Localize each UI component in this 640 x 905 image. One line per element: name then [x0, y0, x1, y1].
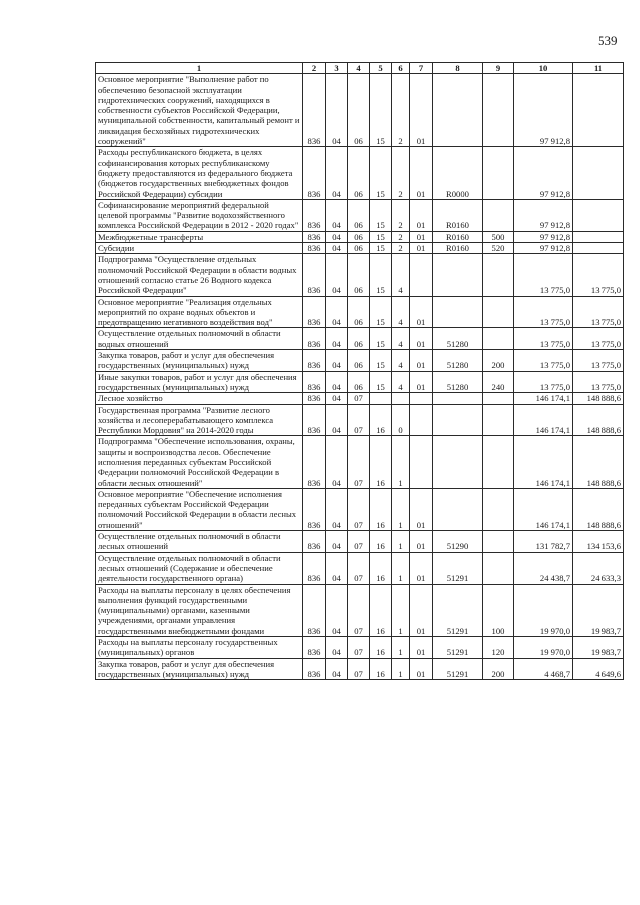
table-cell-program: 15: [370, 199, 392, 231]
table-cell-program: 16: [370, 436, 392, 488]
table-cell-program: 15: [370, 243, 392, 254]
table-cell-program: 16: [370, 404, 392, 436]
table-cell-subsection: 06: [348, 328, 370, 350]
table-cell-description: Иные закупки товаров, работ и услуг для обеспечения государственных (муниципальных) нужд: [96, 371, 303, 393]
column-header: 10: [514, 63, 573, 74]
table-cell-event: [410, 254, 433, 296]
table-cell-expense-type: 200: [483, 658, 514, 680]
table-cell-amount-year-1: 146 174,1: [514, 393, 573, 404]
table-cell-event: 01: [410, 552, 433, 584]
table-cell-subprogram: 1: [392, 531, 410, 553]
table-row: [96, 199, 624, 231]
table-cell-section: 04: [326, 584, 348, 636]
table-cell-subsection: 06: [348, 74, 370, 147]
table-cell-direction: R0000: [433, 147, 483, 199]
table-cell-expense-type: [483, 296, 514, 328]
table-cell-event: [410, 393, 433, 404]
table-cell-ministry: 836: [303, 328, 326, 350]
table-cell-ministry: 836: [303, 74, 326, 147]
table-row: [96, 74, 624, 147]
table-cell-section: 04: [326, 296, 348, 328]
table-cell-description: Субсидии: [96, 243, 303, 254]
table-cell-expense-type: [483, 254, 514, 296]
table-cell-amount-year-2: 19 983,7: [573, 637, 624, 659]
table-cell-direction: 51291: [433, 552, 483, 584]
table-cell-description: Расходы на выплаты персоналу государственных (муниципальных) органов: [96, 637, 303, 659]
table-cell-expense-type: [483, 404, 514, 436]
table-cell-subprogram: 0: [392, 404, 410, 436]
table-cell-ministry: 836: [303, 296, 326, 328]
table-row: [96, 404, 624, 436]
table-cell-amount-year-2: 148 888,6: [573, 393, 624, 404]
table-cell-subprogram: 1: [392, 637, 410, 659]
table-cell-event: 01: [410, 296, 433, 328]
table-cell-amount-year-1: 131 782,7: [514, 531, 573, 553]
table-cell-description: Расходы на выплаты персоналу в целях обеспечения выполнения функций государственными (муниципальными) органами, казенными учреждениями, органами управления государственными внебюджетными фондами: [96, 584, 303, 636]
table-cell-description: Осуществление отдельных полномочий в области лесных отношений: [96, 531, 303, 553]
table-cell-program: 15: [370, 147, 392, 199]
table-cell-amount-year-1: 13 775,0: [514, 296, 573, 328]
table-cell-expense-type: [483, 393, 514, 404]
table-cell-expense-type: [483, 488, 514, 530]
table-cell-description: Основное мероприятие "Реализация отдельных мероприятий по охране водных объектов и предотвращению негативного воздействия вод": [96, 296, 303, 328]
table-cell-ministry: 836: [303, 243, 326, 254]
table-cell-program: [370, 393, 392, 404]
table-cell-amount-year-2: 148 888,6: [573, 488, 624, 530]
table-cell-section: 04: [326, 404, 348, 436]
table-cell-description: Закупка товаров, работ и услуг для обеспечения государственных (муниципальных) нужд: [96, 350, 303, 372]
table-cell-event: 01: [410, 147, 433, 199]
table-row: [96, 531, 624, 553]
table-cell-amount-year-1: 146 174,1: [514, 404, 573, 436]
table-cell-ministry: 836: [303, 404, 326, 436]
table-cell-amount-year-1: 97 912,8: [514, 199, 573, 231]
table-cell-direction: [433, 74, 483, 147]
table-cell-subsection: 07: [348, 404, 370, 436]
table-cell-expense-type: 120: [483, 637, 514, 659]
table-cell-expense-type: 520: [483, 243, 514, 254]
table-cell-amount-year-2: 24 633,3: [573, 552, 624, 584]
table-cell-event: 01: [410, 658, 433, 680]
table-cell-subprogram: 4: [392, 328, 410, 350]
column-header: 2: [303, 63, 326, 74]
table-cell-subprogram: 1: [392, 552, 410, 584]
table-cell-amount-year-1: 19 970,0: [514, 637, 573, 659]
table-cell-section: 04: [326, 350, 348, 372]
table-cell-program: 15: [370, 74, 392, 147]
table-cell-subsection: 07: [348, 584, 370, 636]
table-cell-program: 16: [370, 488, 392, 530]
table-cell-amount-year-2: 13 775,0: [573, 328, 624, 350]
table-cell-program: 16: [370, 584, 392, 636]
table-row: [96, 436, 624, 488]
page-number: 539: [598, 33, 618, 48]
table-cell-amount-year-2: 4 649,6: [573, 658, 624, 680]
table-cell-event: 01: [410, 371, 433, 393]
column-header: 4: [348, 63, 370, 74]
table-cell-expense-type: [483, 436, 514, 488]
table-cell-subprogram: 2: [392, 243, 410, 254]
table-cell-description: Основное мероприятие "Выполнение работ по обеспечению безопасной эксплуатации гидротехнических сооружений, находящихся в собственности субъектов Российской Федерации, муниципальной собственности, капитальный ремонт и ликвидация бесхозяйных гидротехнических сооружений": [96, 74, 303, 147]
table-cell-event: 01: [410, 350, 433, 372]
table-cell-amount-year-1: 19 970,0: [514, 584, 573, 636]
table-cell-amount-year-1: 13 775,0: [514, 328, 573, 350]
table-cell-subprogram: 4: [392, 296, 410, 328]
table-row: [96, 147, 624, 199]
table-cell-section: 04: [326, 328, 348, 350]
table-cell-subprogram: 2: [392, 199, 410, 231]
table-cell-subsection: 06: [348, 254, 370, 296]
table-cell-amount-year-2: 148 888,6: [573, 436, 624, 488]
table-cell-amount-year-2: 19 983,7: [573, 584, 624, 636]
table-cell-ministry: 836: [303, 531, 326, 553]
table-cell-direction: 51291: [433, 658, 483, 680]
table-cell-amount-year-2: [573, 243, 624, 254]
table-cell-subsection: 07: [348, 436, 370, 488]
table-cell-program: 15: [370, 371, 392, 393]
table-cell-section: 04: [326, 637, 348, 659]
table-row: [96, 658, 624, 680]
table-cell-amount-year-1: 97 912,8: [514, 231, 573, 242]
table-cell-expense-type: [483, 147, 514, 199]
table-cell-description: Основное мероприятие "Обеспечение исполнения переданных субъектам Российской Федерации полномочий Российской Федерации в области лесных отношений": [96, 488, 303, 530]
table-cell-program: 15: [370, 296, 392, 328]
table-cell-ministry: 836: [303, 637, 326, 659]
table-header-row: [96, 63, 624, 74]
table-cell-amount-year-1: 97 912,8: [514, 147, 573, 199]
table-cell-expense-type: 100: [483, 584, 514, 636]
table-cell-subprogram: 4: [392, 350, 410, 372]
table-cell-expense-type: [483, 74, 514, 147]
table-cell-ministry: 836: [303, 436, 326, 488]
table-cell-section: 04: [326, 371, 348, 393]
table-cell-description: Государственная программа "Развитие лесного хозяйства и лесоперерабатывающего комплекса Республики Мордовия" на 2014-2020 годы: [96, 404, 303, 436]
table-cell-expense-type: 500: [483, 231, 514, 242]
table-cell-amount-year-1: 13 775,0: [514, 350, 573, 372]
table-cell-expense-type: [483, 199, 514, 231]
table-cell-event: 01: [410, 584, 433, 636]
table-cell-event: 01: [410, 488, 433, 530]
table-cell-subprogram: 2: [392, 74, 410, 147]
column-header: 5: [370, 63, 392, 74]
table-cell-section: 04: [326, 199, 348, 231]
table-row: [96, 231, 624, 242]
table-cell-subsection: 06: [348, 296, 370, 328]
table-cell-direction: 51290: [433, 531, 483, 553]
table-row: [96, 371, 624, 393]
table-cell-subsection: 06: [348, 350, 370, 372]
column-header: 11: [573, 63, 624, 74]
table-cell-program: 15: [370, 328, 392, 350]
table-cell-subsection: 06: [348, 231, 370, 242]
table-cell-description: Осуществление отдельных полномочий в области водных отношений: [96, 328, 303, 350]
table-cell-description: Подпрограмма "Осуществление отдельных полномочий Российской Федерации в области водных отношений согласно статье 26 Водного кодекса Российской Федерации": [96, 254, 303, 296]
table-row: [96, 328, 624, 350]
table-cell-amount-year-2: 13 775,0: [573, 254, 624, 296]
column-header: 9: [483, 63, 514, 74]
table-cell-subsection: 07: [348, 488, 370, 530]
table-cell-description: Закупка товаров, работ и услуг для обеспечения государственных (муниципальных) нужд: [96, 658, 303, 680]
table-cell-event: 01: [410, 531, 433, 553]
table-cell-ministry: 836: [303, 231, 326, 242]
table-cell-amount-year-1: 13 775,0: [514, 254, 573, 296]
table-cell-amount-year-2: [573, 231, 624, 242]
table-cell-description: Расходы республиканского бюджета, в целях софинансирования которых республиканскому бюджету предоставляются из федерального бюджета (бюджетов государственных внебюджетных фондов Российской Федерации) субсидии: [96, 147, 303, 199]
table-cell-direction: [433, 436, 483, 488]
table-cell-ministry: 836: [303, 488, 326, 530]
table-cell-direction: [433, 393, 483, 404]
table-cell-subprogram: 1: [392, 658, 410, 680]
table-row: [96, 243, 624, 254]
budget-table: [95, 62, 624, 680]
table-cell-program: 16: [370, 531, 392, 553]
table-cell-direction: [433, 488, 483, 530]
table-cell-amount-year-2: 13 775,0: [573, 371, 624, 393]
table-row: [96, 350, 624, 372]
table-cell-subsection: 07: [348, 531, 370, 553]
table-cell-description: Подпрограмма "Обеспечение использования, охраны, защиты и воспроизводства лесов. Обеспечение исполнения переданных субъектам Российской Федерации полномочий Российской Федерации в области лесных отношений": [96, 436, 303, 488]
table-cell-description: Осуществление отдельных полномочий в области лесных отношений (Содержание и обеспечение деятельности государственного органа): [96, 552, 303, 584]
table-cell-section: 04: [326, 488, 348, 530]
column-header: 7: [410, 63, 433, 74]
table-cell-program: 16: [370, 637, 392, 659]
table-cell-program: 15: [370, 350, 392, 372]
table-cell-amount-year-1: 146 174,1: [514, 488, 573, 530]
table-cell-direction: 51280: [433, 328, 483, 350]
table-cell-section: 04: [326, 147, 348, 199]
table-row: [96, 552, 624, 584]
table-cell-direction: R0160: [433, 199, 483, 231]
table-cell-direction: [433, 404, 483, 436]
table-cell-ministry: 836: [303, 199, 326, 231]
table-cell-subprogram: [392, 393, 410, 404]
table-cell-section: 04: [326, 393, 348, 404]
table-cell-direction: 51291: [433, 584, 483, 636]
table-row: [96, 637, 624, 659]
table-cell-direction: 51280: [433, 350, 483, 372]
table-cell-expense-type: [483, 531, 514, 553]
column-header: 8: [433, 63, 483, 74]
table-cell-amount-year-1: 97 912,8: [514, 243, 573, 254]
table-cell-section: 04: [326, 254, 348, 296]
table-cell-description: Межбюджетные трансферты: [96, 231, 303, 242]
table-cell-subsection: 06: [348, 147, 370, 199]
table-cell-section: 04: [326, 658, 348, 680]
table-cell-direction: R0160: [433, 231, 483, 242]
table-cell-subsection: 06: [348, 371, 370, 393]
table-cell-amount-year-2: [573, 74, 624, 147]
table-cell-event: [410, 404, 433, 436]
table-cell-program: 16: [370, 552, 392, 584]
table-cell-subsection: 07: [348, 552, 370, 584]
table-cell-ministry: 836: [303, 350, 326, 372]
table-cell-event: 01: [410, 328, 433, 350]
table-cell-subprogram: 2: [392, 147, 410, 199]
table-cell-direction: [433, 254, 483, 296]
table-row: [96, 488, 624, 530]
table-cell-amount-year-2: [573, 199, 624, 231]
table-cell-event: 01: [410, 199, 433, 231]
table-cell-description: Лесное хозяйство: [96, 393, 303, 404]
table-cell-amount-year-1: 97 912,8: [514, 74, 573, 147]
table-cell-expense-type: [483, 552, 514, 584]
table-cell-subsection: 06: [348, 199, 370, 231]
table-cell-section: 04: [326, 531, 348, 553]
table-cell-subsection: 07: [348, 393, 370, 404]
table-cell-amount-year-2: [573, 147, 624, 199]
table-cell-description: Софинансирование мероприятий федеральной целевой программы "Развитие водохозяйственного комплекса Российской Федерации в 2012 - 2020 годах": [96, 199, 303, 231]
table-cell-event: 01: [410, 231, 433, 242]
table-cell-direction: 51291: [433, 637, 483, 659]
table-cell-program: 15: [370, 231, 392, 242]
table-cell-event: [410, 436, 433, 488]
table-cell-section: 04: [326, 74, 348, 147]
table-cell-direction: [433, 296, 483, 328]
table-cell-ministry: 836: [303, 147, 326, 199]
table-cell-amount-year-2: 148 888,6: [573, 404, 624, 436]
table-cell-subsection: 07: [348, 637, 370, 659]
table-cell-ministry: 836: [303, 658, 326, 680]
table-cell-amount-year-1: 146 174,1: [514, 436, 573, 488]
table-cell-ministry: 836: [303, 254, 326, 296]
table-cell-section: 04: [326, 552, 348, 584]
table-cell-subsection: 07: [348, 658, 370, 680]
table-cell-subprogram: 4: [392, 254, 410, 296]
table-cell-program: 16: [370, 658, 392, 680]
table-cell-subprogram: 1: [392, 436, 410, 488]
table-cell-subprogram: 1: [392, 584, 410, 636]
table-cell-subprogram: 1: [392, 488, 410, 530]
table-row: [96, 296, 624, 328]
table-cell-event: 01: [410, 243, 433, 254]
table-cell-expense-type: 240: [483, 371, 514, 393]
table-cell-amount-year-1: 13 775,0: [514, 371, 573, 393]
table-cell-direction: 51280: [433, 371, 483, 393]
table-cell-amount-year-2: 13 775,0: [573, 296, 624, 328]
table-cell-section: 04: [326, 243, 348, 254]
table-row: [96, 393, 624, 404]
table-row: [96, 584, 624, 636]
table-cell-amount-year-2: 134 153,6: [573, 531, 624, 553]
table-cell-ministry: 836: [303, 584, 326, 636]
column-header: 6: [392, 63, 410, 74]
table-cell-subprogram: 4: [392, 371, 410, 393]
table-cell-amount-year-1: 4 468,7: [514, 658, 573, 680]
column-header: 3: [326, 63, 348, 74]
table-cell-section: 04: [326, 231, 348, 242]
table-cell-event: 01: [410, 637, 433, 659]
table-cell-program: 15: [370, 254, 392, 296]
table-cell-expense-type: [483, 328, 514, 350]
table-cell-ministry: 836: [303, 393, 326, 404]
table-cell-direction: R0160: [433, 243, 483, 254]
table-cell-event: 01: [410, 74, 433, 147]
table-cell-subsection: 06: [348, 243, 370, 254]
table-cell-ministry: 836: [303, 371, 326, 393]
table-cell-expense-type: 200: [483, 350, 514, 372]
column-header: 1: [96, 63, 303, 74]
table-cell-amount-year-1: 24 438,7: [514, 552, 573, 584]
table-row: [96, 254, 624, 296]
table-cell-section: 04: [326, 436, 348, 488]
table-cell-amount-year-2: 13 775,0: [573, 350, 624, 372]
table-cell-subprogram: 2: [392, 231, 410, 242]
table-cell-ministry: 836: [303, 552, 326, 584]
